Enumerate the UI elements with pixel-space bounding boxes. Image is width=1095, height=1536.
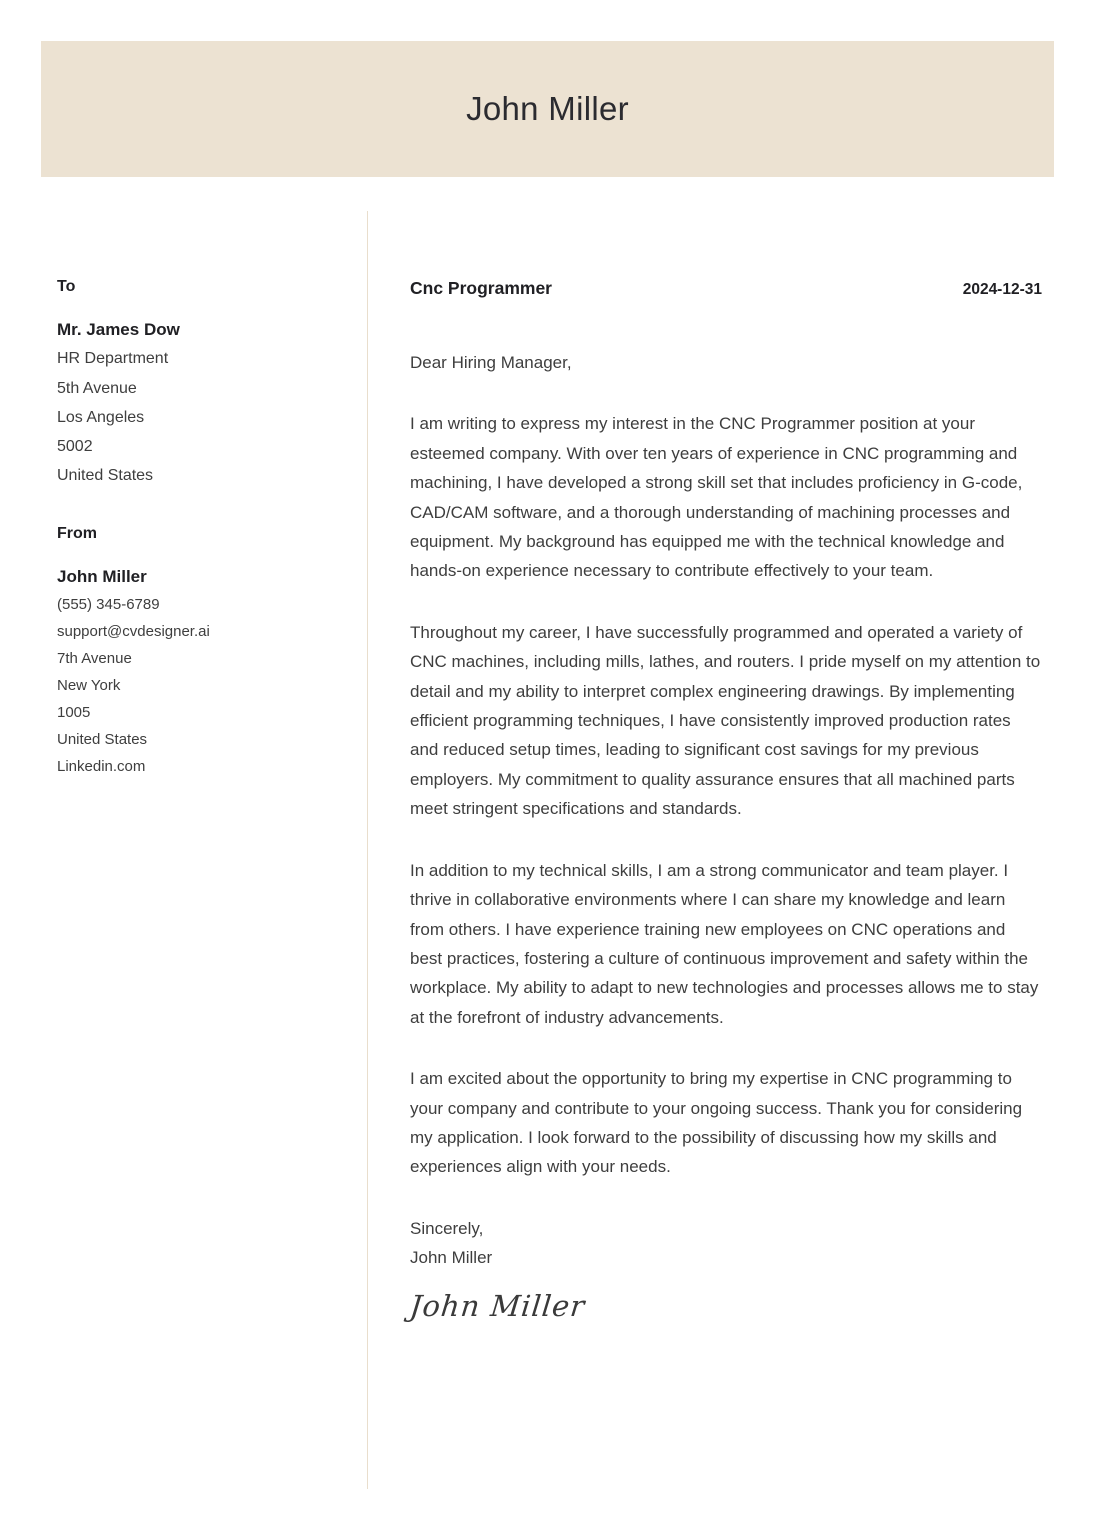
recipient-department: HR Department <box>57 350 169 368</box>
from-heading: From <box>57 524 97 542</box>
recipient-city: Los Angeles <box>57 408 145 426</box>
letter-title-row <box>410 276 1042 302</box>
header-band <box>41 41 1054 177</box>
letter-paragraph: Throughout my career, I have successfully programmed and operated a variety of CNC machines, including mills, lathes, and routers. I pride myself on my attention to detail and my ability to interpret complex engineering drawings. By implementing efficient programming techniques, I have consistently improved production rates and reduced setup times, leading to significant cost savings for my previous employers. My commitment to quality assurance ensures that all machined parts meet stringent specifications and standards. <box>410 622 1041 819</box>
salutation: Dear Hiring Manager, <box>410 353 572 372</box>
sender-street: 7th Avenue <box>57 650 132 668</box>
job-title: Cnc Programmer <box>410 278 552 298</box>
letter-paragraph: In addition to my technical skills, I am a strong communicator and team player. I thrive in collaborative environments where I can share my knowledge and learn from others. I have experience training new employees on CNC operations and best practices, fostering a culture of continuous improvement and safety within the workplace. My ability to adapt to new technologies and processes allows me to stay at the forefront of industry advancements. <box>410 860 1039 1027</box>
recipient-name: Mr. James Dow <box>57 320 180 339</box>
sender-contact <box>57 591 342 780</box>
sender-phone: (555) 345-6789 <box>57 596 160 614</box>
closing-name: John Miller <box>410 1248 493 1268</box>
signature-text: John Miller <box>408 1288 587 1323</box>
recipient-postal-code: 5002 <box>57 438 93 456</box>
letter-body <box>410 276 1042 1323</box>
recipient-address <box>57 344 342 490</box>
sender-postal-code: 1005 <box>57 704 91 722</box>
recipient-section <box>57 277 342 491</box>
sender-country: United States <box>57 731 148 749</box>
letter-paragraph: I am writing to express my interest in the CNC Programmer position at your esteemed company. With over ten years of experience in CNC programming and machining, I have developed a strong skill set that includes proficiency in G-code, CAD/CAM software, and a thorough understanding of machining processes and equipment. My background has equipped me with the technical knowledge and hands-on experience necessary to contribute effectively to your team. <box>410 414 1023 581</box>
handwritten-signature <box>410 1289 1042 1323</box>
letter-paragraph: I am excited about the opportunity to bring my expertise in CNC programming to your company and contribute to your ongoing success. Thank you for considering my application. I look forward to the possibility of discussing how my skills and experiences align with your needs. <box>410 1069 1023 1177</box>
recipient-street: 5th Avenue <box>57 379 137 397</box>
letter-date: 2024-12-31 <box>962 281 1042 298</box>
sender-linkedin: Linkedin.com <box>57 758 146 776</box>
recipient-country: United States <box>57 467 154 485</box>
closing-block <box>410 1214 1042 1273</box>
sidebar <box>57 277 342 780</box>
to-heading: To <box>57 278 76 295</box>
sender-name: John Miller <box>57 566 147 586</box>
sender-section <box>57 524 342 780</box>
closing-word: Sincerely, <box>410 1218 484 1238</box>
sidebar-divider <box>367 211 368 1489</box>
sender-city: New York <box>57 677 121 695</box>
sender-email: support@cvdesigner.ai <box>57 623 210 641</box>
page-title: John Miller <box>466 90 629 127</box>
